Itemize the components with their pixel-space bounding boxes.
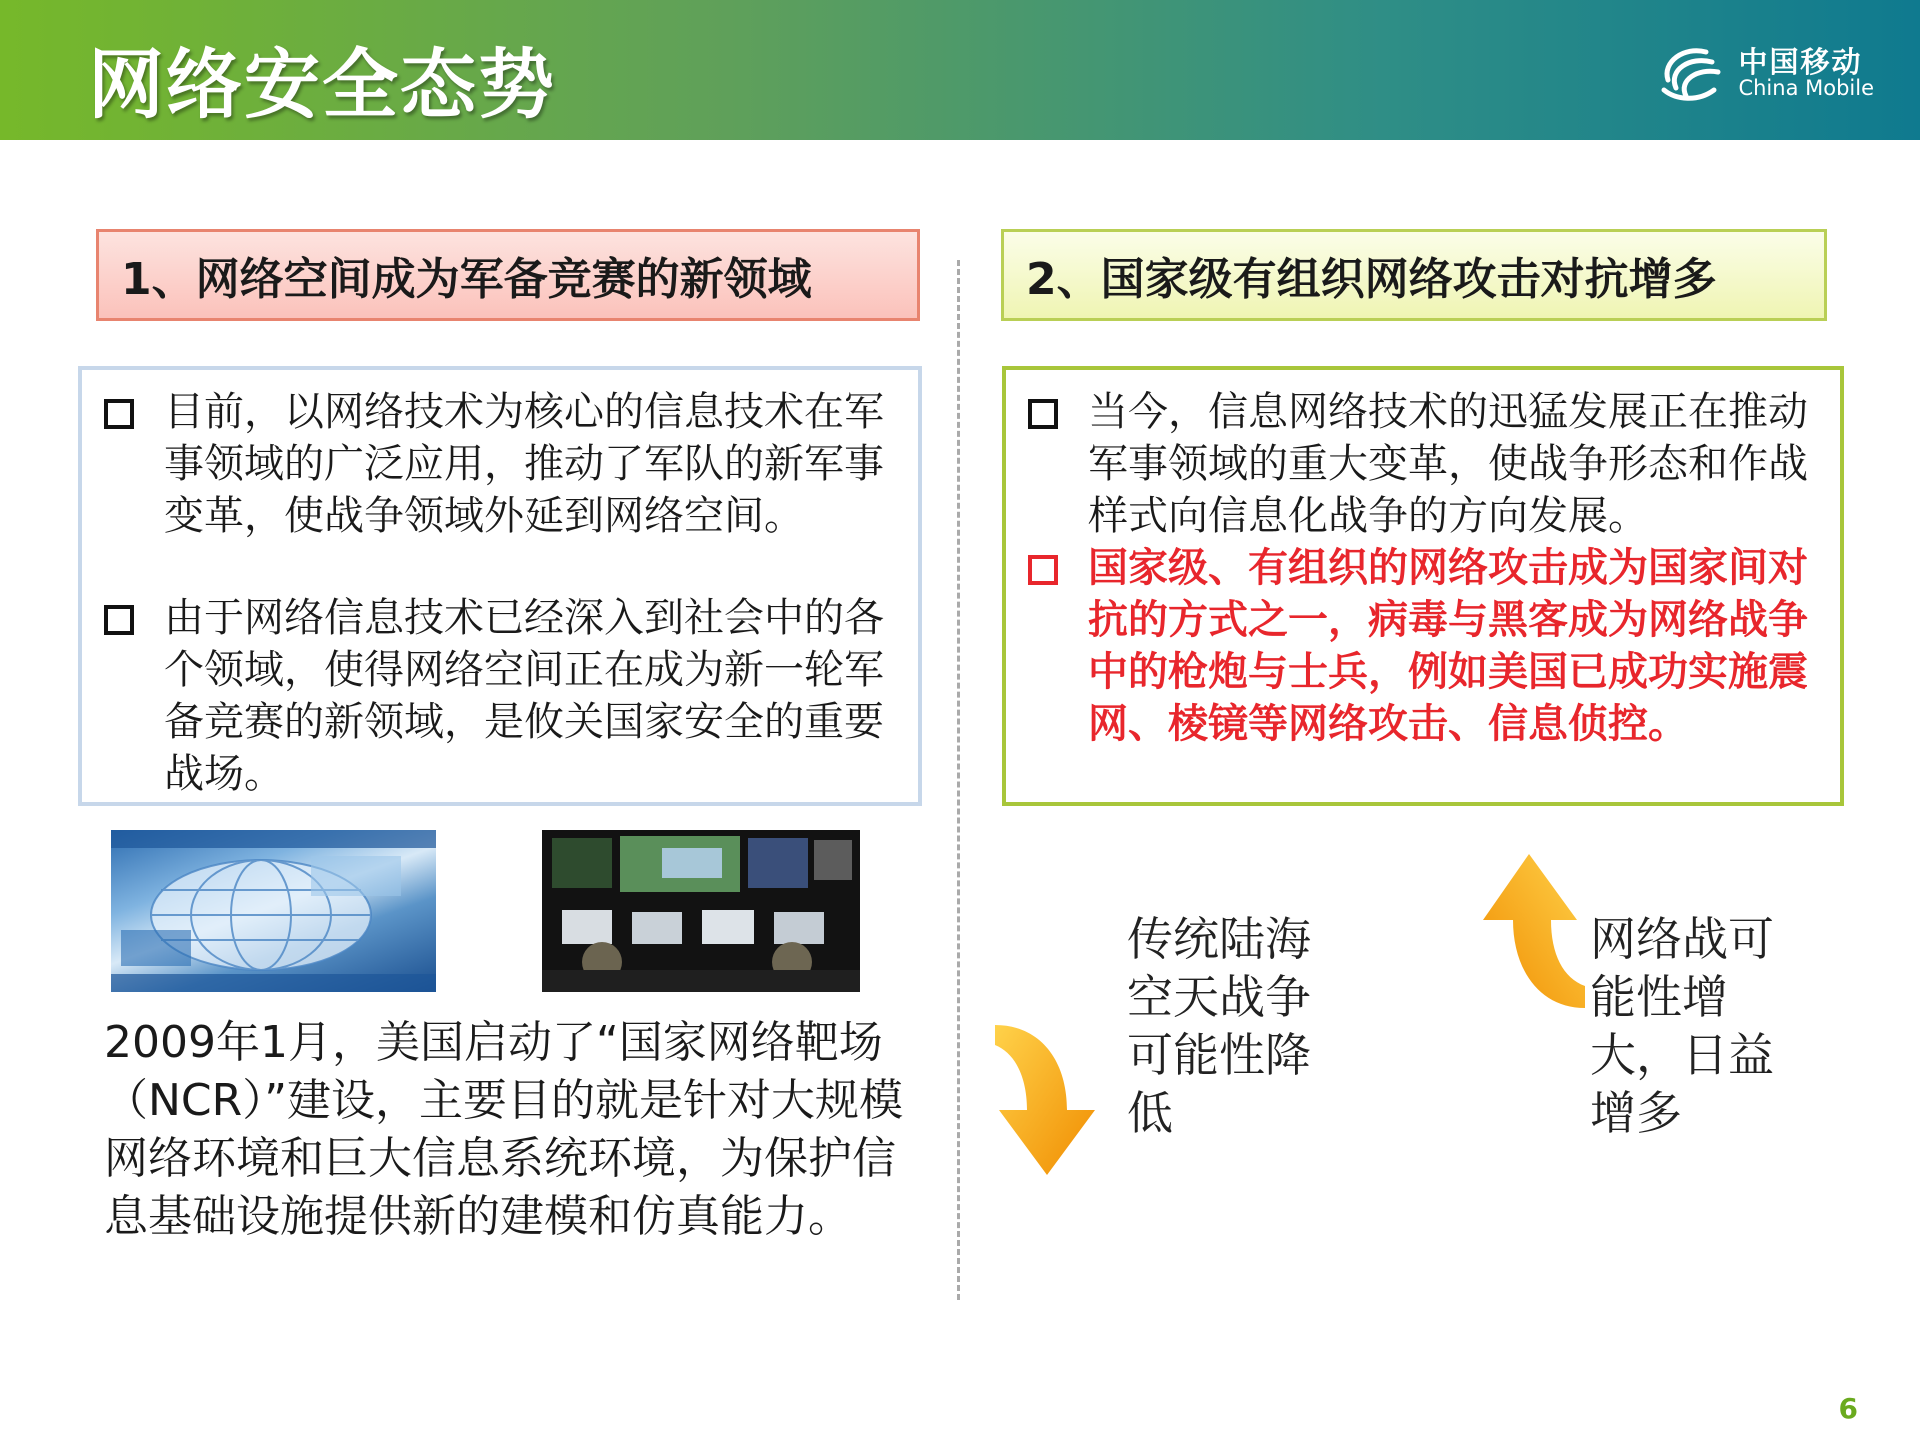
- cyber-globe-illustration: [111, 830, 436, 992]
- right-bullet-2-highlight: [1028, 542, 1808, 750]
- curved-arrow-down-icon: [985, 1005, 1120, 1180]
- curved-arrow-up-icon: [1455, 850, 1595, 1020]
- left-bullet-1: [104, 386, 884, 542]
- section-heading-2: 2、国家级有组织网络攻击对抗增多: [1001, 229, 1827, 321]
- page-title: 网络安全态势: [88, 40, 556, 129]
- header-bar: [0, 0, 1920, 140]
- bullet-text: 由于网络信息技术已经深入到社会中的各个领域，使得网络空间正在成为新一轮军备竞赛的新领域，是攸关国家安全的重要战场。: [164, 595, 884, 797]
- section-heading-1: 1、网络空间成为军备竞赛的新领域: [96, 229, 920, 321]
- column-divider: [957, 260, 960, 1300]
- trend-down-text: 传统陆海空天战争可能性降低: [1127, 912, 1311, 1140]
- right-bullet-1: [1028, 386, 1808, 542]
- left-bullet-box: [78, 366, 922, 806]
- logo-english-text: China Mobile: [1738, 76, 1874, 101]
- china-mobile-logo-icon: [1654, 40, 1726, 106]
- hollow-square-bullet-icon: [104, 399, 134, 429]
- page-number: 6: [1838, 1392, 1858, 1425]
- bullet-text: 当今，信息网络技术的迅猛发展正在推动军事领域的重大变革，使战争形态和作战样式向信息化战争的方向发展。: [1088, 389, 1808, 539]
- right-bullet-box: [1002, 366, 1844, 806]
- bullet-text: 国家级、有组织的网络攻击成为国家间对抗的方式之一，病毒与黑客成为网络战争中的枪炮与士兵，例如美国已成功实施震网、棱镜等网络攻击、信息侦控。: [1088, 545, 1808, 747]
- hollow-square-bullet-icon: [1028, 555, 1058, 585]
- command-center-illustration: [542, 830, 860, 992]
- cyber-globe-image: [111, 830, 436, 992]
- logo-chinese-text: 中国移动: [1738, 44, 1863, 79]
- left-bullet-2: [104, 592, 884, 800]
- hollow-square-bullet-icon: [104, 605, 134, 635]
- ncr-caption: 2009年1月，美国启动了“国家网络靶场（NCR）”建设，主要目的就是针对大规模网络环境和巨大信息系统环境，为保护信息基础设施提供新的建模和仿真能力。: [104, 1017, 904, 1242]
- trend-up-text: 网络战可能性增大，日益增多: [1590, 912, 1774, 1140]
- cyber-command-center-image: [542, 830, 860, 992]
- bullet-text: 目前，以网络技术为核心的信息技术在军事领域的广泛应用，推动了军队的新军事变革，使战争领域外延到网络空间。: [164, 389, 884, 539]
- china-mobile-logo: [1654, 38, 1874, 108]
- hollow-square-bullet-icon: [1028, 399, 1058, 429]
